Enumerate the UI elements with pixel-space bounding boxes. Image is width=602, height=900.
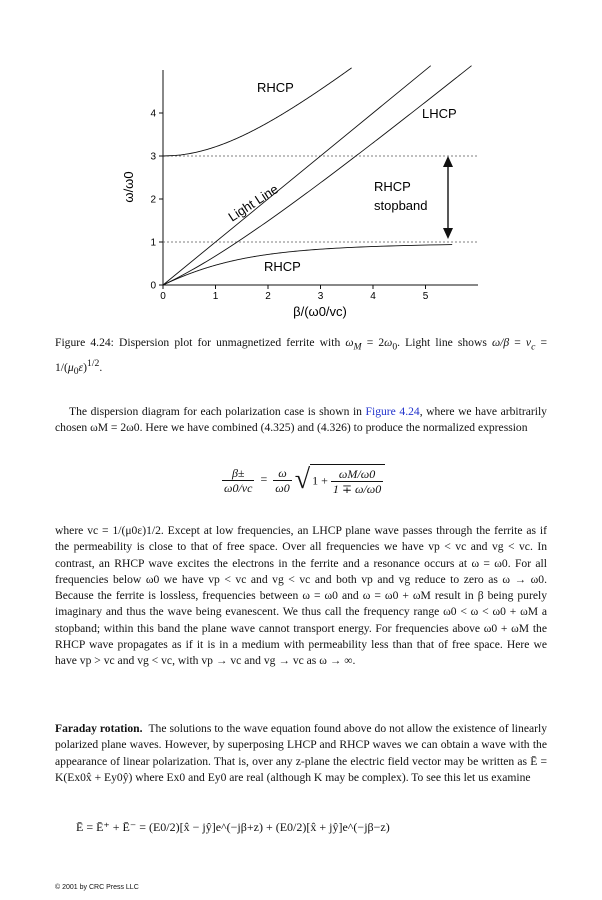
x-tick-label-0: 0 bbox=[160, 291, 166, 302]
eq1-lhs-num: β± bbox=[222, 466, 254, 481]
equation-normalized: $\frac{\beta\pm}{\omega 0/vc}$ = $\frac{\omega}{\omega 0}$ √ 1 + $\frac{\omega M/\omega 0}{1 \mp \omega/\omega 0}$ bbox=[222, 464, 385, 496]
eq1-mid-num: ω bbox=[273, 466, 291, 481]
x-tick-label-5: 5 bbox=[422, 291, 429, 302]
x-tick-label-2: 2 bbox=[265, 291, 271, 302]
paragraph-faraday bbox=[55, 721, 547, 786]
paragraph-dispersion bbox=[55, 404, 547, 437]
eq1-in-num: ωM/ω0 bbox=[331, 467, 383, 482]
x-tick-label-1: 1 bbox=[212, 291, 219, 302]
curve-rhcp-lower bbox=[163, 245, 452, 285]
label-rhcp-upper: RHCP bbox=[257, 80, 294, 95]
y-tick-label-4: 4 bbox=[150, 108, 156, 120]
ylabel: ω/ω0 bbox=[121, 171, 136, 203]
curve-lhcp bbox=[163, 66, 472, 285]
figure-caption: Figure 4.24: Dispersion plot for unmagnetized ferrite with $\omega_M = 2\omega_0$. Light line shows $\omega/\beta = v_c = 1/(\mu_0\varepsilon)^{1/2}$. bbox=[55, 336, 548, 377]
eq1-mid-den: ω0 bbox=[275, 480, 290, 495]
figure-link[interactable]: Figure 4.24 bbox=[365, 405, 420, 418]
p1-text-b: , where we have arbitrarily chosen ωM = 2ω0. Here we have combined (4.325) and (4.326) to produce the normalized expression bbox=[55, 405, 547, 435]
dispersion-plot bbox=[0, 0, 602, 330]
y-tick-label-1: 1 bbox=[150, 237, 156, 249]
x-tick-label-4: 4 bbox=[370, 291, 376, 302]
section-heading-faraday: Faraday rotation. bbox=[55, 722, 143, 735]
xlabel: β/(ω0/vc) bbox=[293, 304, 347, 319]
y-tick-label-2: 2 bbox=[150, 194, 156, 206]
x-tick-label-3: 3 bbox=[317, 291, 324, 302]
equation-superposition: Ē = Ē⁺ + Ē⁻ = (E0/2)[x̂ − jŷ]e^(−jβ+z) + (E0/2)[x̂ + jŷ]e^(−jβ−z) bbox=[76, 820, 390, 834]
p1-text-a: The dispersion diagram for each polarization case is shown in bbox=[69, 405, 366, 418]
y-tick-label-0: 0 bbox=[150, 280, 156, 292]
label-stopband-2: stopband bbox=[374, 198, 428, 213]
label-light-line: Light Line bbox=[225, 181, 281, 225]
label-rhcp-lower: RHCP bbox=[264, 259, 301, 274]
label-stopband-1: RHCP bbox=[374, 179, 411, 194]
eq1-lhs-den: ω0/vc bbox=[224, 480, 253, 495]
label-lhcp: LHCP bbox=[422, 106, 457, 121]
stopband-arrow bbox=[443, 156, 453, 239]
plot-axes bbox=[163, 70, 478, 285]
curves bbox=[163, 66, 472, 285]
p3-text: The solutions to the wave equation found above do not allow the existence of linearly polarized plane waves. However, by superposing LHCP and RHCP waves we can obtain a wave with the appearance of linear polarization. That is, over any z-plane the electric field vector may be written as Ē = K(Ex0x̂ + Ey0ŷ) where Ex0 and Ey0 are real (although K may be complex). To see this let us examine bbox=[55, 722, 547, 784]
eq1-in-den: 1 ∓ ω/ω0 bbox=[332, 482, 382, 496]
curve-light-line bbox=[163, 66, 431, 285]
paragraph-velocities: where vc = 1/(μ0ε)1/2. Except at low frequencies, an LHCP plane wave passes through the ferrite as if the permeability is close to that of free space. Over all frequencies we have vp < vc and vg < vc. In contrast, an RHCP wave excites the electrons in the ferrite and a resonance occurs at ω = ω0. For all frequencies below ω0 we have vp < vc and vg < vc and both vp and vg reduce to zero as ω → ω0. Because the ferrite is lossless, frequencies between ω = ω0 and ω = ω0 + ωM result in β being purely imaginary and thus the wave being evanescent. We thus call the frequency range ω0 < ω < ω0 + ωM a stopband; within this band the plane wave cannot transport energy. For frequencies above ω0 + ωM the RHCP wave propagates as if it is in a medium with permeability less than that of free space. Here we have vp > vc and vg < vc, with vp → vc and vg → vc as ω → ∞. bbox=[55, 524, 547, 668]
reference-lines bbox=[163, 156, 478, 242]
copyright-footer: © 2001 by CRC Press LLC bbox=[55, 884, 139, 891]
y-tick-label-3: 3 bbox=[150, 151, 156, 163]
